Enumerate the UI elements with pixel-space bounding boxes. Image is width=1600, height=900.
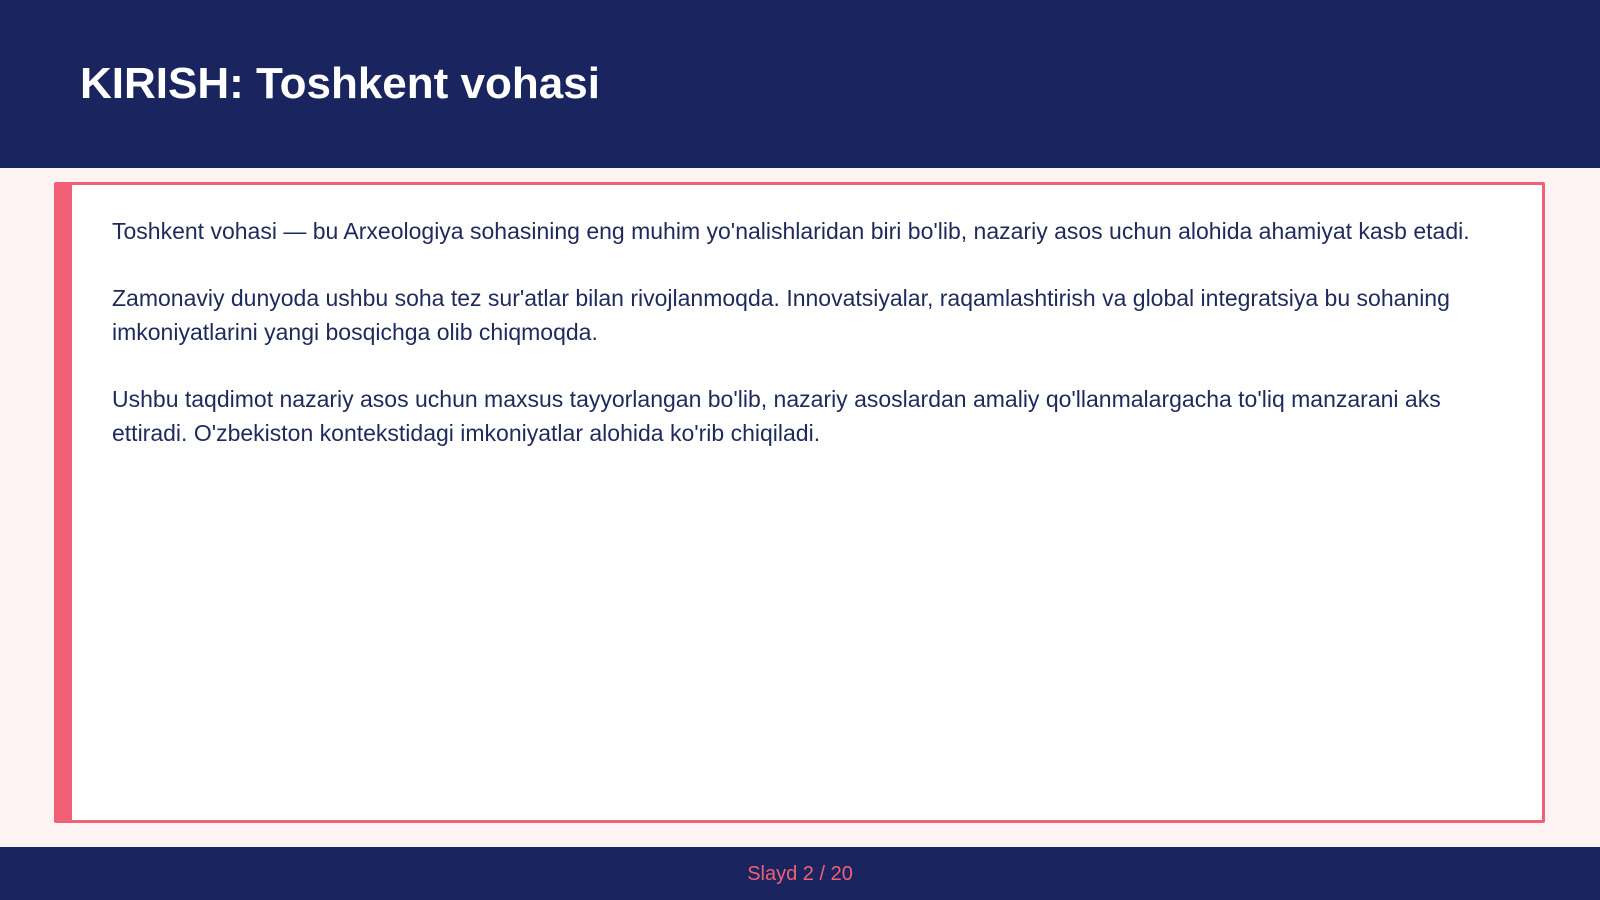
slide-footer xyxy=(0,847,1600,900)
slide-title: KIRISH: Toshkent vohasi xyxy=(80,59,600,108)
content-card xyxy=(54,182,1545,823)
slide-counter: Slayd 2 / 20 xyxy=(747,863,853,885)
paragraph-1: Toshkent vohasi — bu Arxeologiya sohasining eng muhim yo'nalishlaridan biri bo'lib, nazariy asos uchun alohida ahamiyat kasb etadi. xyxy=(112,218,1470,244)
paragraph-2: Zamonaviy dunyoda ushbu soha tez sur'atlar bilan rivojlanmoqda. Innovatsiyalar, raqamlashtirish va global integratsiya bu sohaning imkoniyatlarini yangi bosqichga olib chiqmoqda. xyxy=(112,285,1450,345)
content-body xyxy=(112,214,1492,483)
slide-header xyxy=(0,0,1600,168)
paragraph-3: Ushbu taqdimot nazariy asos uchun maxsus tayyorlangan bo'lib, nazariy asoslardan amaliy qo'llanmalargacha to'liq manzarani aks ettiradi. O'zbekiston kontekstidagi imkoniyatlar alohida ko'rib chiqiladi. xyxy=(112,386,1441,446)
